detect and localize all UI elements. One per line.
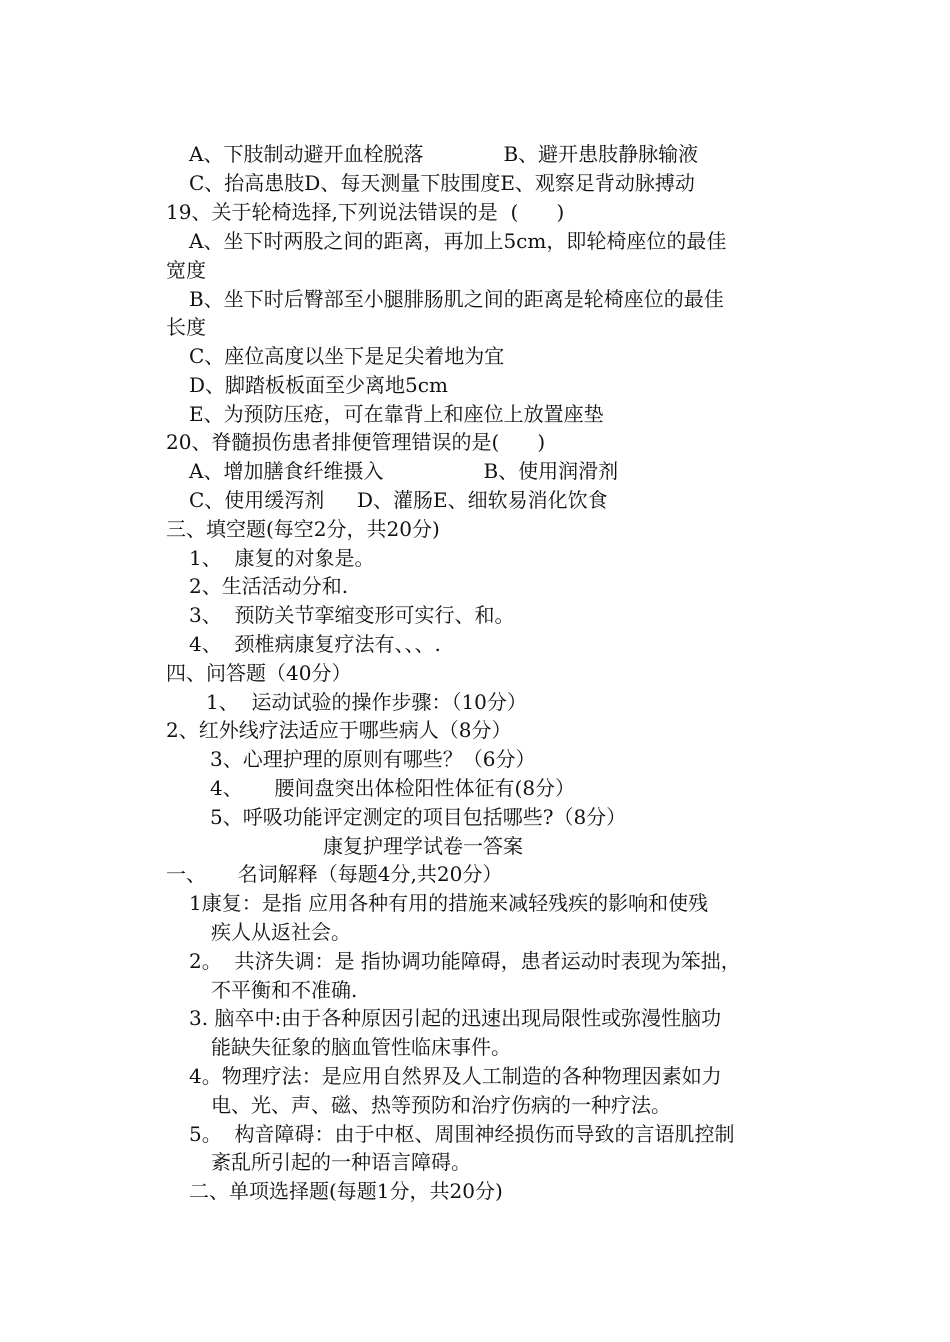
section-heading-fill-in: 三、填空题(每空2分，共20分) (166, 517, 440, 541)
answer-section-single-choice: 二、单项选择题(每题1分，共20分) (189, 1179, 503, 1203)
option-line-19-b: B、坐下时后臀部至小腿腓肠肌之间的距离是轮椅座位的最佳 (189, 287, 724, 311)
question-19: 19、关于轮椅选择,下列说法错误的是 ( ) (166, 200, 565, 224)
fill-in-item-4: 4、 颈椎病康复疗法有、、、. (189, 632, 441, 656)
question-20: 20、脊髓损伤患者排便管理错误的是( ) (166, 430, 546, 454)
qa-item-3: 3、心理护理的原则有哪些？（6分） (210, 747, 536, 771)
section-heading-qa: 四、问答题（40分） (166, 661, 352, 685)
answer-4-line-2: 电、光、声、磁、热等预防和治疗伤病的一种疗法。 (211, 1093, 671, 1117)
answer-3-line-2: 能缺失征象的脑血管性临床事件。 (211, 1035, 511, 1059)
qa-item-4: 4、 腰间盘突出体检阳性体征有(8分） (210, 776, 576, 800)
answer-section-definitions: 一、 名词解释（每题4分,共20分） (166, 862, 503, 886)
answer-1-line-2: 疾人从返社会。 (211, 920, 351, 944)
qa-item-1: 1、 运动试验的操作步骤：（10分） (206, 690, 527, 714)
qa-item-2: 2、红外线疗法适应于哪些病人（8分） (166, 718, 512, 742)
option-line-18-cde: C、抬高患肢D、每天测量下肢围度E、观察足背动脉搏动 (189, 171, 695, 195)
option-line-19-c: C、座位高度以坐下是足尖着地为宜 (189, 344, 505, 368)
fill-in-item-1: 1、 康复的对象是。 (189, 546, 375, 570)
answer-key-title: 康复护理学试卷一答案 (323, 834, 523, 858)
fill-in-item-2: 2、生活活动分和. (189, 574, 349, 598)
option-line-19-a: A、坐下时两股之间的距离，再加上5cm，即轮椅座位的最佳 (189, 229, 727, 253)
option-line-19-a-cont: 宽度 (166, 258, 206, 282)
option-line-20-ab: A、增加膳食纤维摄入 B、使用润滑剂 (189, 459, 619, 483)
qa-item-5: 5、呼吸功能评定测定的项目包括哪些?（8分） (210, 805, 627, 829)
option-line-20-cde: C、使用缓泻剂 D、灌肠E、细软易消化饮食 (189, 488, 608, 512)
option-line-19-b-cont: 长度 (166, 315, 206, 339)
answer-3-line-1: 3. 脑卒中:由于各种原因引起的迅速出现局限性或弥漫性脑功 (189, 1006, 722, 1030)
answer-2-line-1: 2。 共济失调：是 指协调功能障碍，患者运动时表现为笨拙， (189, 949, 741, 973)
answer-2-line-2: 不平衡和不准确. (211, 978, 358, 1002)
answer-1-line-1: 1康复：是指 应用各种有用的措施来减轻残疾的影响和使残 (189, 891, 709, 915)
answer-4-line-1: 4。物理疗法：是应用自然界及人工制造的各种物理因素如力 (189, 1064, 722, 1088)
option-line-18-ab: A、下肢制动避开血栓脱落 B、避开患肢静脉输液 (189, 142, 699, 166)
answer-5-line-2: 紊乱所引起的一种语言障碍。 (211, 1150, 471, 1174)
option-line-19-e: E、为预防压疮，可在靠背上和座位上放置座垫 (189, 402, 604, 426)
answer-5-line-1: 5。 构音障碍：由于中枢、周围神经损伤而导致的言语肌控制 (189, 1122, 735, 1146)
fill-in-item-3: 3、 预防关节挛缩变形可实行、和。 (189, 603, 515, 627)
option-line-19-d: D、脚踏板板面至少离地5cm (189, 373, 448, 397)
